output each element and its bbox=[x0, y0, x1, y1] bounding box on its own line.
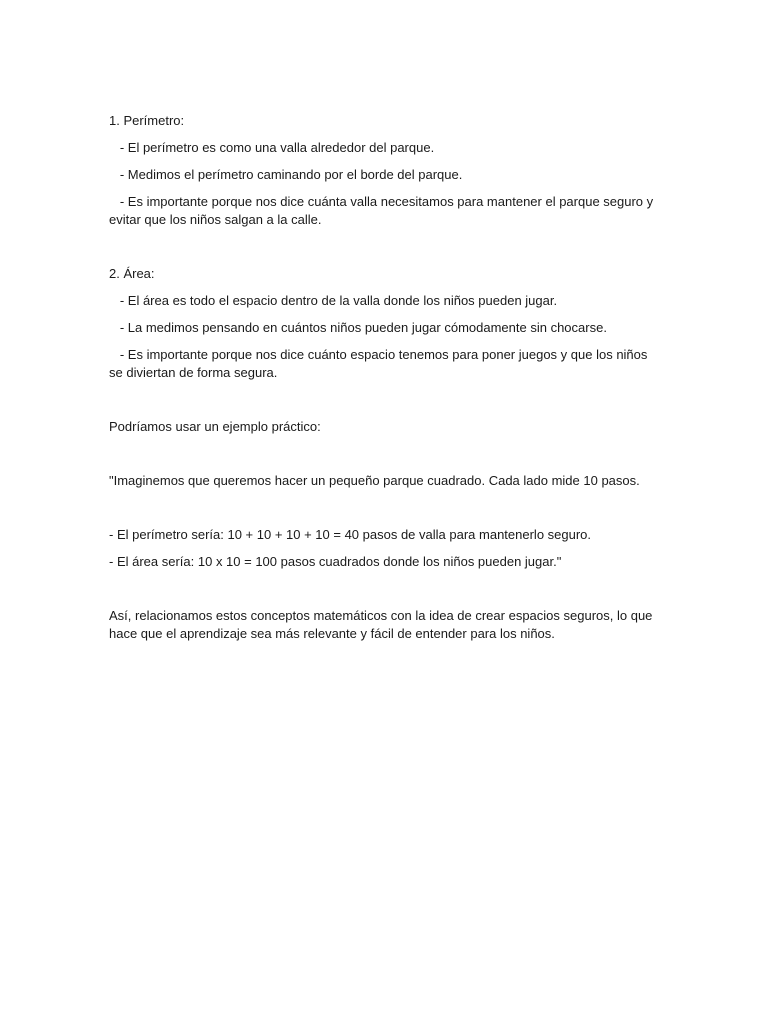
perimeter-bullet-measure: - Medimos el perímetro caminando por el borde del parque. bbox=[109, 167, 463, 182]
perimeter-bullet-importance: - Es importante porque nos dice cuánta valla necesitamos para mantener el parque seguro y evitar que los niños salgan a la calle. bbox=[109, 194, 657, 227]
document-body bbox=[109, 112, 657, 643]
section-heading-perimeter: 1. Perímetro: bbox=[109, 113, 185, 128]
area-bullet-definition: - El área es todo el espacio dentro de la valla donde los niños pueden jugar. bbox=[109, 293, 558, 308]
example-area: - El área sería: 10 x 10 = 100 pasos cuadrados donde los niños pueden jugar." bbox=[109, 554, 562, 569]
example-perimeter: - El perímetro sería: 10 + 10 + 10 + 10 = 40 pasos de valla para mantenerlo seguro. bbox=[109, 527, 592, 542]
example-quote: "Imaginemos que queremos hacer un pequeño parque cuadrado. Cada lado mide 10 pasos. bbox=[109, 473, 640, 488]
conclusion-paragraph: Así, relacionamos estos conceptos matemáticos con la idea de crear espacios seguros, lo que hace que el aprendizaje sea más relevante y fácil de entender para los niños. bbox=[109, 608, 657, 641]
area-bullet-importance: - Es importante porque nos dice cuánto espacio tenemos para poner juegos y que los niños se diviertan de forma segura. bbox=[109, 347, 652, 380]
perimeter-bullet-definition: - El perímetro es como una valla alrededor del parque. bbox=[109, 140, 435, 155]
area-bullet-measure: - La medimos pensando en cuántos niños pueden jugar cómodamente sin chocarse. bbox=[109, 320, 607, 335]
section-heading-area: 2. Área: bbox=[109, 266, 155, 281]
example-intro: Podríamos usar un ejemplo práctico: bbox=[109, 419, 321, 434]
